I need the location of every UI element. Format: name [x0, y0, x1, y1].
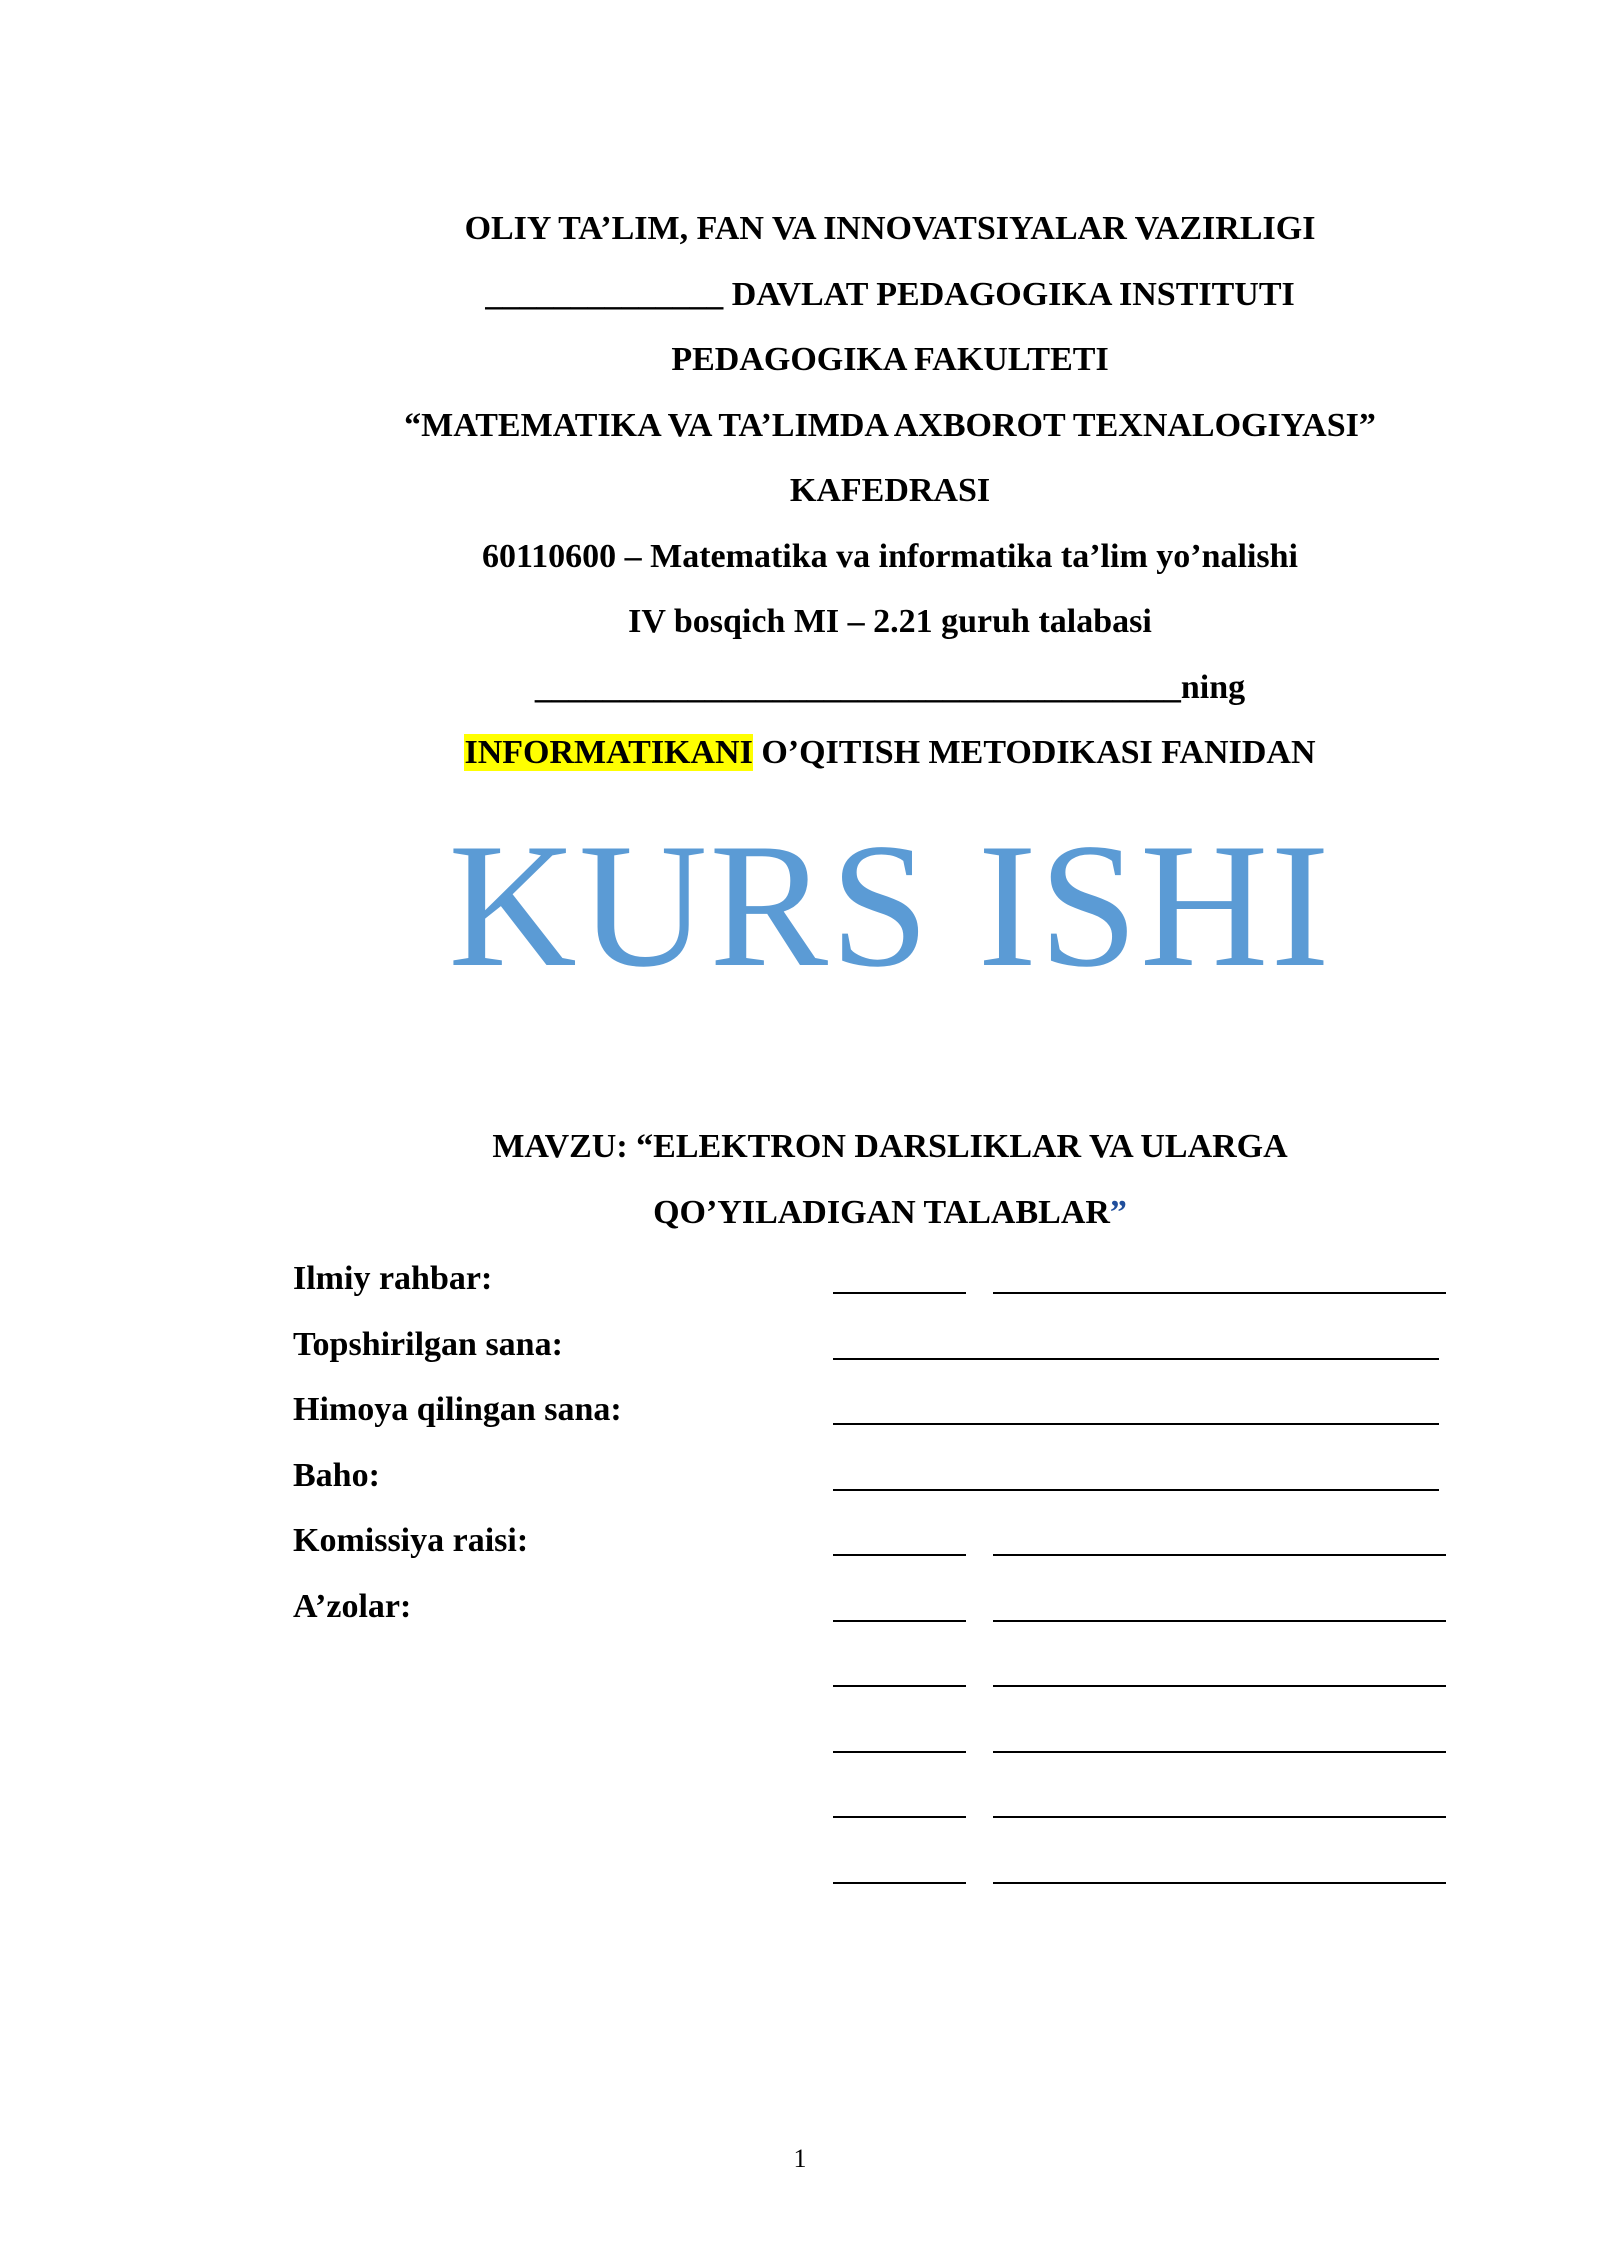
signature-line — [833, 1554, 966, 1556]
institute-text: DAVLAT PEDAGOGIKA INSTITUTI — [723, 275, 1295, 313]
institute-blank: ______________ — [485, 275, 724, 313]
student-name-suffix: ning — [1180, 668, 1246, 706]
name-line — [993, 1751, 1446, 1753]
department-label: KAFEDRASI — [789, 472, 991, 509]
name-line — [993, 1882, 1446, 1884]
info-row-submitted — [293, 1312, 1493, 1378]
supervisor-label: Ilmiy rahbar: — [293, 1260, 493, 1297]
group-info: IV bosqich MI – 2.21 guruh talabasi — [628, 603, 1152, 640]
document-title: KURS ISHI — [448, 806, 1332, 1004]
info-row-grade — [293, 1443, 1493, 1509]
name-line — [993, 1554, 1446, 1556]
info-block — [293, 1246, 1493, 1901]
info-row-member-2 — [293, 1639, 1493, 1705]
topic-line-2 — [240, 1180, 1540, 1246]
topic-line-1: MAVZU: “ELEKTRON DARSLIKLAR VA ULARGA — [492, 1128, 1288, 1165]
signature-line — [833, 1751, 966, 1753]
date-line — [833, 1423, 1439, 1425]
student-name-blank: ______________________________________ — [534, 668, 1181, 706]
signature-line — [833, 1620, 966, 1622]
ministry-name: OLIY TA’LIM, FAN VA INNOVATSIYALAR VAZIRLIGI — [464, 210, 1316, 247]
institute-name — [200, 262, 1580, 328]
info-row-supervisor — [293, 1246, 1493, 1312]
subject-line — [200, 720, 1580, 786]
page-number: 1 — [793, 2144, 807, 2173]
header-block — [200, 196, 1580, 786]
student-name-line — [200, 655, 1580, 721]
subject-highlight: INFORMATIKANI — [464, 734, 753, 771]
topic-block — [240, 1114, 1540, 1245]
specialty: 60110600 – Matematika va informatika ta’lim yo’nalishi — [482, 537, 1298, 575]
department-name: “MATEMATIKA VA TA’LIMDA AXBOROT TEXNALOGIYASI” — [404, 406, 1376, 444]
name-line — [993, 1292, 1446, 1294]
commission-chair-label: Komissiya raisi: — [293, 1522, 529, 1559]
subject-text: O’QITISH METODIKASI FANIDAN — [752, 734, 1316, 771]
signature-line — [833, 1292, 966, 1294]
grade-label: Baho: — [293, 1456, 380, 1494]
signature-line — [833, 1882, 966, 1884]
submitted-date-label: Topshirilgan sana: — [293, 1325, 563, 1363]
name-line — [993, 1816, 1446, 1818]
name-line — [993, 1620, 1446, 1622]
date-line — [833, 1358, 1439, 1360]
faculty-name: PEDAGOGIKA FAKULTETI — [671, 341, 1109, 378]
info-row-member-5 — [293, 1836, 1493, 1902]
signature-line — [833, 1685, 966, 1687]
topic-line-2-text: QO’YILADIGAN TALABLAR — [653, 1193, 1110, 1231]
info-row-defended — [293, 1377, 1493, 1443]
info-row-chair — [293, 1508, 1493, 1574]
grade-line — [833, 1489, 1439, 1491]
name-line — [993, 1685, 1446, 1687]
info-row-member-4 — [293, 1770, 1493, 1836]
defense-date-label: Himoya qilingan sana: — [293, 1391, 622, 1428]
info-row-members — [293, 1574, 1493, 1640]
members-label: A’zolar: — [293, 1587, 412, 1625]
signature-line — [833, 1816, 966, 1818]
topic-closing-quote: ” — [1109, 1193, 1127, 1231]
info-row-member-3 — [293, 1705, 1493, 1771]
